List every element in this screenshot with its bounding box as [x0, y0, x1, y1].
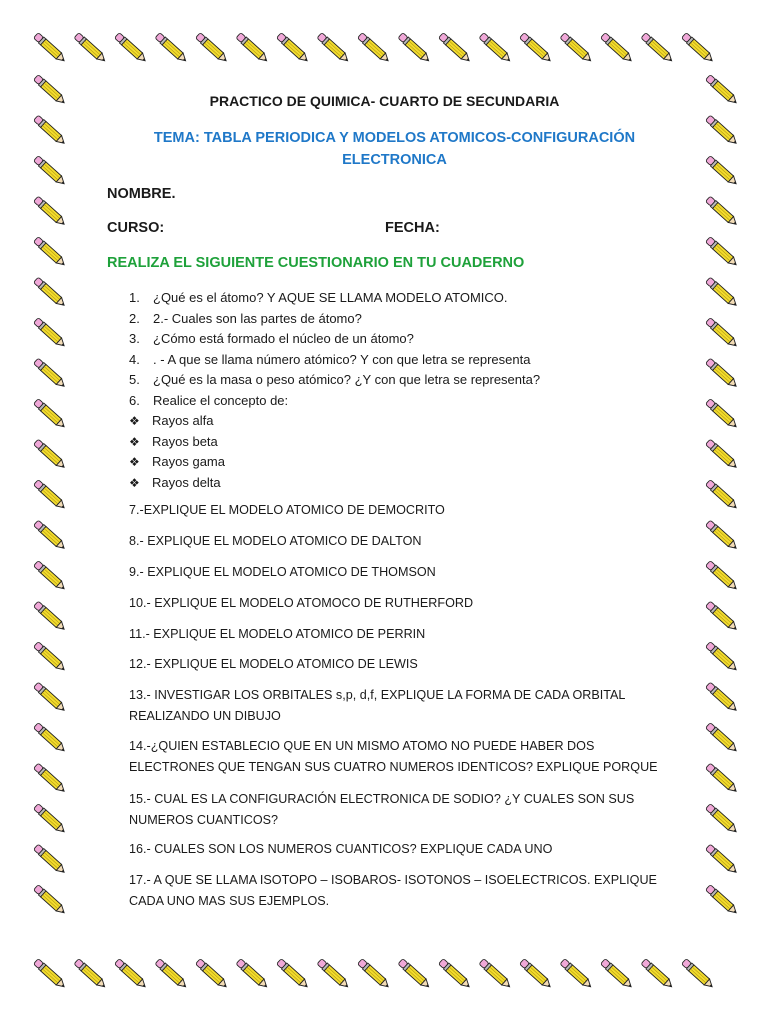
- pencil-icon: [357, 32, 391, 64]
- pencil-icon: [705, 236, 739, 268]
- pencil-icon: [438, 32, 472, 64]
- question-line: 7.-EXPLIQUE EL MODELO ATOMICO DE DEMOCRITO: [129, 503, 445, 517]
- bullet-item: [129, 432, 540, 453]
- pencil-icon: [276, 32, 310, 64]
- item-text: Rayos delta: [152, 474, 221, 490]
- pencil-icon: [33, 74, 67, 106]
- pencil-icon: [317, 32, 351, 64]
- item-number: 1.: [129, 290, 140, 305]
- question-10: [129, 593, 669, 614]
- item-number: 5.: [129, 372, 140, 387]
- question-line: 17.- A QUE SE LLAMA ISOTOPO – ISOBAROS- ISOTONOS – ISOELECTRICOS. EXPLIQUE: [129, 873, 657, 887]
- pencil-icon: [276, 958, 310, 990]
- pencil-icon: [705, 722, 739, 754]
- list-item: [129, 329, 540, 350]
- item-text: Rayos alfa: [152, 413, 214, 428]
- pencil-icon: [705, 398, 739, 430]
- pencil-icon: [33, 601, 67, 633]
- pencil-icon: [705, 317, 739, 349]
- item-text: Realice el concepto de:: [153, 392, 289, 408]
- list-item: [129, 288, 540, 309]
- topic-line-2: ELECTRONICA: [342, 152, 447, 168]
- pencil-icon: [705, 884, 739, 916]
- bullet-item: [129, 411, 540, 432]
- question-7: [129, 500, 669, 521]
- pencil-icon: [33, 32, 67, 64]
- pencil-icon: [641, 32, 675, 64]
- pencil-icon: [705, 479, 739, 511]
- question-list: [129, 288, 540, 493]
- pencil-icon: [705, 682, 739, 714]
- question-line: 12.- EXPLIQUE EL MODELO ATOMICO DE LEWIS: [129, 657, 418, 671]
- topic-line-1: TEMA: TABLA PERIODICA Y MODELOS ATOMICOS-CONFIGURACIÓN: [153, 130, 636, 146]
- pencil-icon: [438, 958, 472, 990]
- pencil-icon: [33, 398, 67, 430]
- pencil-icon: [33, 803, 67, 835]
- pencil-icon: [705, 115, 739, 147]
- question-line: 9.- EXPLIQUE EL MODELO ATOMICO DE THOMSON: [129, 565, 436, 579]
- list-item: [129, 350, 540, 371]
- name-field-label: NOMBRE.: [107, 186, 176, 202]
- item-number: 3.: [129, 331, 140, 346]
- pencil-icon: [33, 277, 67, 309]
- pencil-icon: [33, 958, 67, 990]
- pencil-icon: [398, 32, 432, 64]
- instruction-heading: REALIZA EL SIGUIENTE CUESTIONARIO EN TU CUADERNO: [107, 255, 525, 271]
- list-item: [129, 391, 540, 412]
- pencil-icon: [33, 520, 67, 552]
- pencil-icon: [195, 958, 229, 990]
- pencil-icon: [357, 958, 391, 990]
- pencil-icon: [33, 317, 67, 349]
- pencil-icon: [479, 32, 513, 64]
- question-line: 13.- INVESTIGAR LOS ORBITALES s,p, d,f, EXPLIQUE LA FORMA DE CADA ORBITAL: [129, 688, 626, 702]
- pencil-icon: [705, 277, 739, 309]
- pencil-icon: [155, 32, 189, 64]
- question-line: REALIZANDO UN DIBUJO: [129, 709, 281, 723]
- pencil-icon: [705, 844, 739, 876]
- question-12: [129, 654, 669, 675]
- question-14: [129, 736, 669, 778]
- pencil-icon: [33, 763, 67, 795]
- list-item: [129, 370, 540, 391]
- question-9: [129, 562, 669, 583]
- pencil-icon: [195, 32, 229, 64]
- pencil-icon: [114, 32, 148, 64]
- diamond-bullet-icon: ❖: [129, 414, 140, 428]
- item-number: 4.: [129, 351, 140, 367]
- pencil-icon: [33, 560, 67, 592]
- pencil-icon: [560, 32, 594, 64]
- question-line: 15.- CUAL ES LA CONFIGURACIÓN ELECTRONICA DE SODIO? ¿Y CUALES SON SUS: [129, 792, 635, 806]
- pencil-icon: [33, 844, 67, 876]
- question-16: [129, 839, 669, 860]
- bullet-item: [129, 452, 540, 473]
- item-text: ¿Qué es la masa o peso atómico? ¿Y con que letra se representa?: [153, 372, 541, 387]
- pencil-icon: [705, 196, 739, 228]
- question-17: [129, 870, 669, 912]
- question-line: 11.- EXPLIQUE EL MODELO ATOMICO DE PERRIN: [129, 627, 426, 641]
- pencil-icon: [33, 196, 67, 228]
- pencil-icon: [600, 958, 634, 990]
- item-text: Rayos gama: [152, 454, 225, 469]
- pencil-icon: [33, 682, 67, 714]
- item-text: 2.- Cuales son las partes de átomo?: [153, 310, 362, 326]
- question-11: [129, 624, 669, 645]
- pencil-icon: [155, 958, 189, 990]
- question-13: [129, 685, 669, 727]
- pencil-icon: [641, 958, 675, 990]
- pencil-icon: [236, 32, 270, 64]
- question-line: 10.- EXPLIQUE EL MODELO ATOMOCO DE RUTHERFORD: [129, 596, 474, 610]
- pencil-icon: [236, 958, 270, 990]
- pencil-icon: [33, 439, 67, 471]
- pencil-icon: [705, 439, 739, 471]
- question-line: 8.- EXPLIQUE EL MODELO ATOMICO DE DALTON: [129, 534, 422, 548]
- pencil-icon: [114, 958, 148, 990]
- item-number: 6.: [129, 392, 140, 408]
- date-field-label: FECHA:: [385, 220, 440, 236]
- pencil-icon: [33, 479, 67, 511]
- pencil-icon: [479, 958, 513, 990]
- pencil-icon: [705, 763, 739, 795]
- question-line: 14.-¿QUIEN ESTABLECIO QUE EN UN MISMO ATOMO NO PUEDE HABER DOS: [129, 739, 595, 753]
- course-field-label: CURSO:: [107, 220, 165, 236]
- pencil-icon: [33, 236, 67, 268]
- pencil-icon: [33, 641, 67, 673]
- item-number: 2.: [129, 310, 140, 326]
- item-text: ¿Qué es el átomo? Y AQUE SE LLAMA MODELO ATOMICO.: [153, 290, 508, 305]
- question-15: [129, 789, 669, 831]
- pencil-icon: [705, 641, 739, 673]
- diamond-bullet-icon: ❖: [129, 455, 140, 469]
- pencil-icon: [681, 32, 715, 64]
- diamond-bullet-icon: ❖: [129, 475, 140, 490]
- question-line: NUMEROS CUANTICOS?: [129, 813, 279, 827]
- pencil-icon: [705, 358, 739, 390]
- pencil-icon: [560, 958, 594, 990]
- pencil-icon: [705, 803, 739, 835]
- pencil-icon: [33, 115, 67, 147]
- pencil-icon: [74, 32, 108, 64]
- page-title: PRACTICO DE QUIMICA- CUARTO DE SECUNDARIA: [209, 93, 560, 109]
- question-line: CADA UNO MAS SUS EJEMPLOS.: [129, 894, 330, 908]
- pencil-icon: [519, 958, 553, 990]
- diamond-bullet-icon: ❖: [129, 434, 140, 449]
- pencil-icon: [33, 155, 67, 187]
- pencil-icon: [705, 155, 739, 187]
- bullet-item: [129, 473, 540, 494]
- pencil-icon: [33, 358, 67, 390]
- list-item: [129, 309, 540, 330]
- item-text: Rayos beta: [152, 433, 218, 449]
- pencil-icon: [74, 958, 108, 990]
- question-line: ELECTRONES QUE TENGAN SUS CUATRO NUMEROS IDENTICOS? EXPLIQUE PORQUE: [129, 760, 658, 774]
- pencil-icon: [705, 601, 739, 633]
- pencil-icon: [398, 958, 432, 990]
- pencil-icon: [33, 722, 67, 754]
- pencil-icon: [705, 520, 739, 552]
- question-8: [129, 531, 669, 552]
- pencil-icon: [317, 958, 351, 990]
- item-text: . - A que se llama número atómico? Y con que letra se representa: [153, 351, 531, 367]
- pencil-icon: [681, 958, 715, 990]
- pencil-icon: [705, 560, 739, 592]
- pencil-icon: [705, 74, 739, 106]
- item-text: ¿Cómo está formado el núcleo de un átomo?: [153, 331, 414, 346]
- question-line: 16.- CUALES SON LOS NUMEROS CUANTICOS? EXPLIQUE CADA UNO: [129, 842, 553, 856]
- topic-heading: [117, 127, 672, 171]
- pencil-icon: [600, 32, 634, 64]
- pencil-icon: [33, 884, 67, 916]
- pencil-icon: [519, 32, 553, 64]
